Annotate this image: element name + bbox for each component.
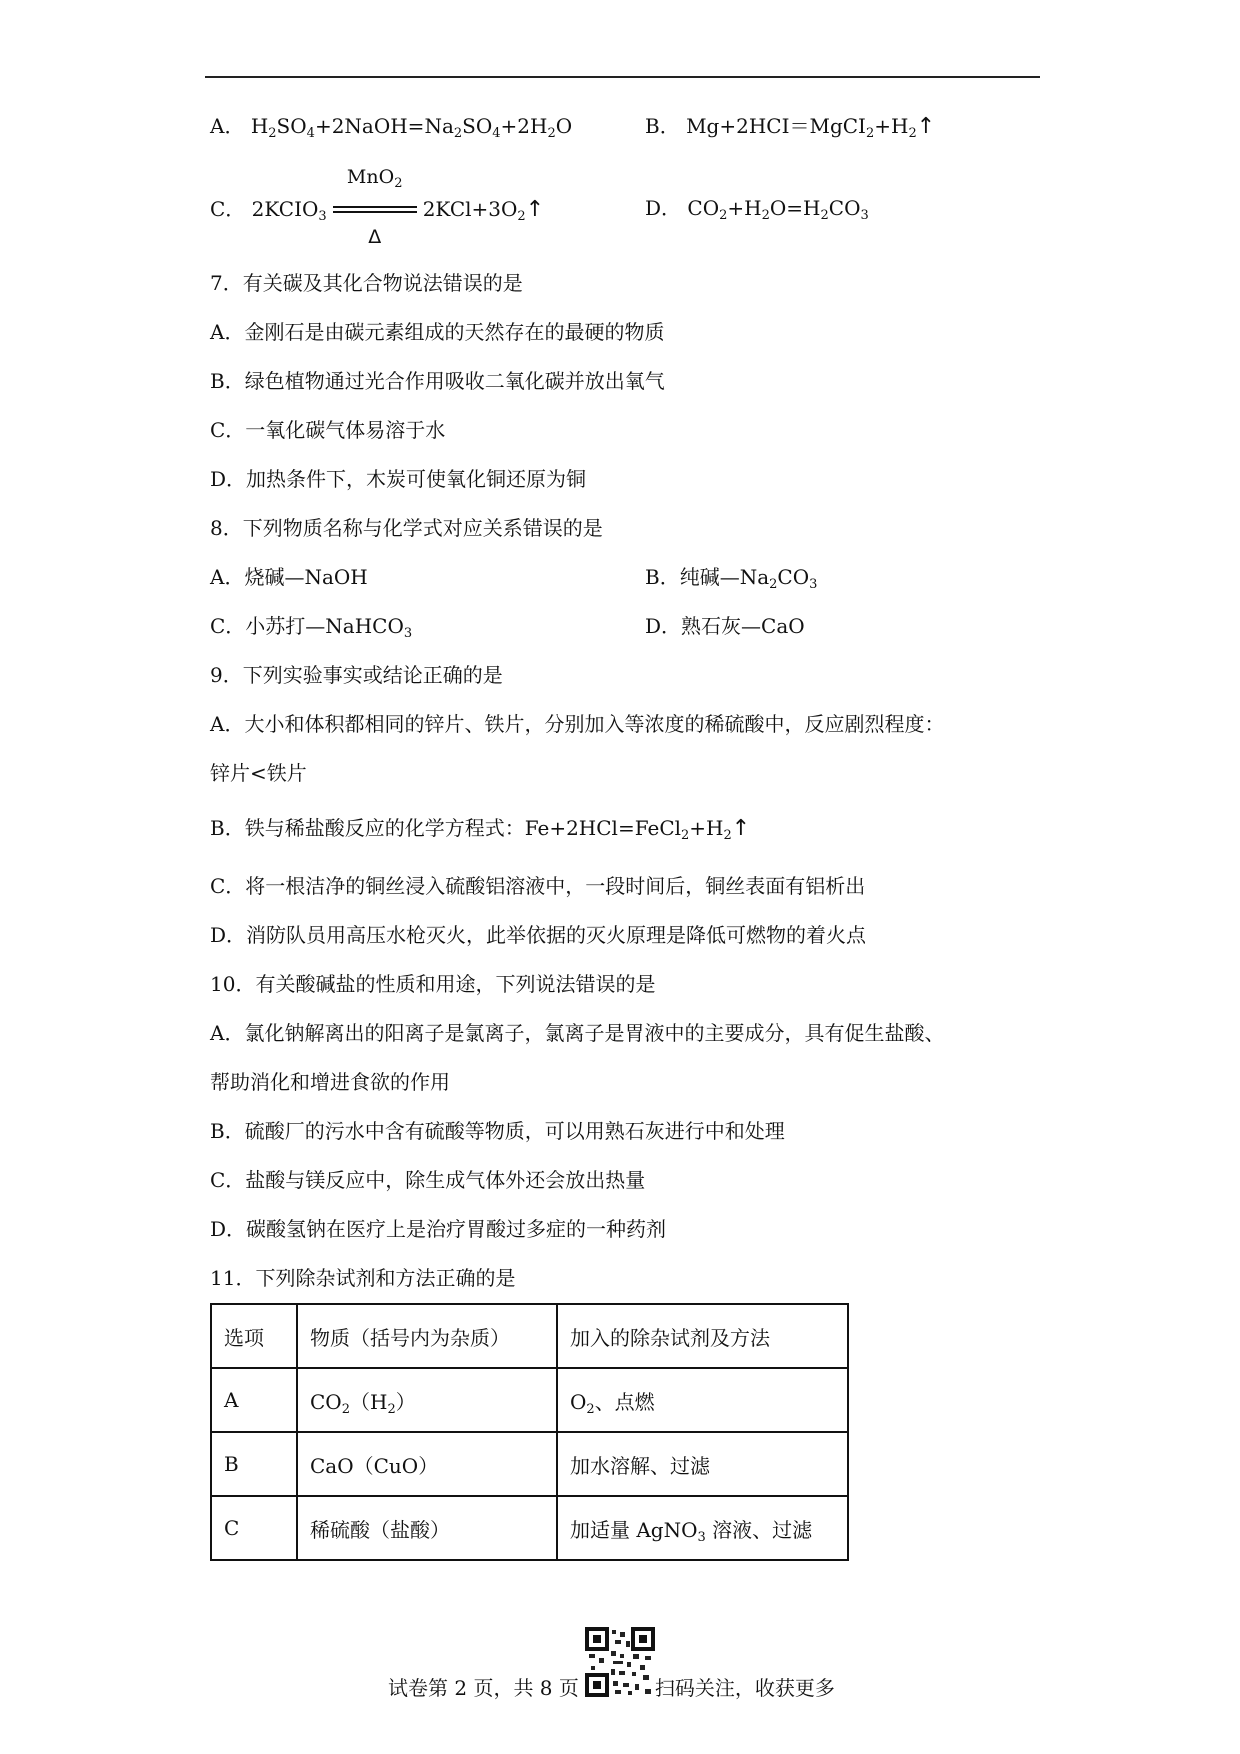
q9-option-b: B．铁与稀盐酸反应的化学方程式：$Fe+2HCl=FeCl_2+H_2↑$ bbox=[210, 816, 751, 843]
table-header-cell: 加入的除杂试剂及方法 bbox=[557, 1304, 848, 1368]
q6-option-c: C． $2KCIO_3$ MnO$_2$ Δ $2KCl+3O_2↑$ bbox=[210, 166, 545, 248]
reaction-condition: MnO$_2$ Δ bbox=[329, 198, 421, 218]
table-cell-option: C bbox=[211, 1496, 297, 1560]
q10-option-b: B．硫酸厂的污水中含有硫酸等物质，可以用熟石灰进行中和处理 bbox=[210, 1119, 785, 1143]
table-header-cell: 物质（括号内为杂质） bbox=[297, 1304, 557, 1368]
q7-option-a: A．金刚石是由碳元素组成的天然存在的最硬的物质 bbox=[210, 320, 665, 344]
table-cell-method: 加水溶解、过滤 bbox=[557, 1432, 848, 1496]
table-row bbox=[211, 1432, 848, 1496]
table-cell-substance: $CO_2(H_2)$ bbox=[297, 1368, 557, 1432]
q10-stem: 10．有关酸碱盐的性质和用途，下列说法错误的是 bbox=[210, 972, 656, 996]
table-cell-substance: 稀硫酸（盐酸） bbox=[297, 1496, 557, 1560]
q8-option-b: B．纯碱$—Na_2CO_3$ bbox=[645, 565, 818, 592]
header-rule bbox=[205, 76, 1040, 78]
table-header-row bbox=[211, 1304, 848, 1368]
q9-option-c: C．将一根洁净的铜丝浸入硫酸铝溶液中，一段时间后，铜丝表面有铝析出 bbox=[210, 874, 866, 898]
q10-option-a-cont: 帮助消化和增进食欲的作用 bbox=[210, 1070, 450, 1094]
q8-option-c: C．小苏打—NaHCO$_3$ bbox=[210, 614, 413, 641]
table-header-cell: 选项 bbox=[211, 1304, 297, 1368]
q11-table bbox=[210, 1303, 849, 1561]
q6-option-d: D． $CO_2+H_2O=H_2CO_3$ bbox=[645, 196, 869, 223]
table-cell-method: $O_2$、点燃 bbox=[557, 1368, 848, 1432]
table-cell-substance: CaO（CuO） bbox=[297, 1432, 557, 1496]
q8-option-a: A．烧碱—NaOH bbox=[210, 565, 368, 589]
q7-option-b: B．绿色植物通过光合作用吸收二氧化碳并放出氧气 bbox=[210, 369, 665, 393]
table-cell-option: B bbox=[211, 1432, 297, 1496]
table-cell-method: 加适量 AgNO$_3$ 溶液、过滤 bbox=[557, 1496, 848, 1560]
q10-option-d: D．碳酸氢钠在医疗上是治疗胃酸过多症的一种药剂 bbox=[210, 1217, 667, 1241]
q7-stem: 7．有关碳及其化合物说法错误的是 bbox=[210, 271, 523, 295]
q8-option-d: D．熟石灰—CaO bbox=[645, 614, 805, 638]
page-footer bbox=[388, 1672, 835, 1701]
q8-stem: 8．下列物质名称与化学式对应关系错误的是 bbox=[210, 516, 603, 540]
q11-stem: 11．下列除杂试剂和方法正确的是 bbox=[210, 1266, 516, 1290]
table-cell-option: A bbox=[211, 1368, 297, 1432]
q9-option-a: A．大小和体积都相同的锌片、铁片，分别加入等浓度的稀硫酸中，反应剧烈程度： bbox=[210, 712, 945, 736]
q7-option-d: D．加热条件下，木炭可使氧化铜还原为铜 bbox=[210, 467, 587, 491]
footer-scan-prompt: 扫码关注，收获更多 bbox=[654, 1676, 835, 1700]
q7-option-c: C．一氧化碳气体易溶于水 bbox=[210, 418, 446, 442]
q10-option-a: A．氯化钠解离出的阳离子是氯离子，氯离子是胃液中的主要成分，具有促生盐酸、 bbox=[210, 1021, 945, 1045]
q6-option-a: A． $H_2SO_4+2NaOH=Na_2SO_4+2H_2O$ bbox=[210, 114, 573, 141]
table-row bbox=[211, 1368, 848, 1432]
q9-option-a-cont: 锌片<铁片 bbox=[210, 761, 307, 785]
q10-option-c: C．盐酸与镁反应中，除生成气体外还会放出热量 bbox=[210, 1168, 646, 1192]
q6-option-b: B． $Mg+2HCI=MgCI_2+H_2↑$ bbox=[645, 114, 936, 141]
footer-page-info: 试卷第 2 页，共 8 页 bbox=[388, 1676, 579, 1700]
q9-stem: 9．下列实验事实或结论正确的是 bbox=[210, 663, 503, 687]
table-row bbox=[211, 1496, 848, 1560]
q9-option-d: D．消防队员用高压水枪灭火，此举依据的灭火原理是降低可燃物的着火点 bbox=[210, 923, 867, 947]
